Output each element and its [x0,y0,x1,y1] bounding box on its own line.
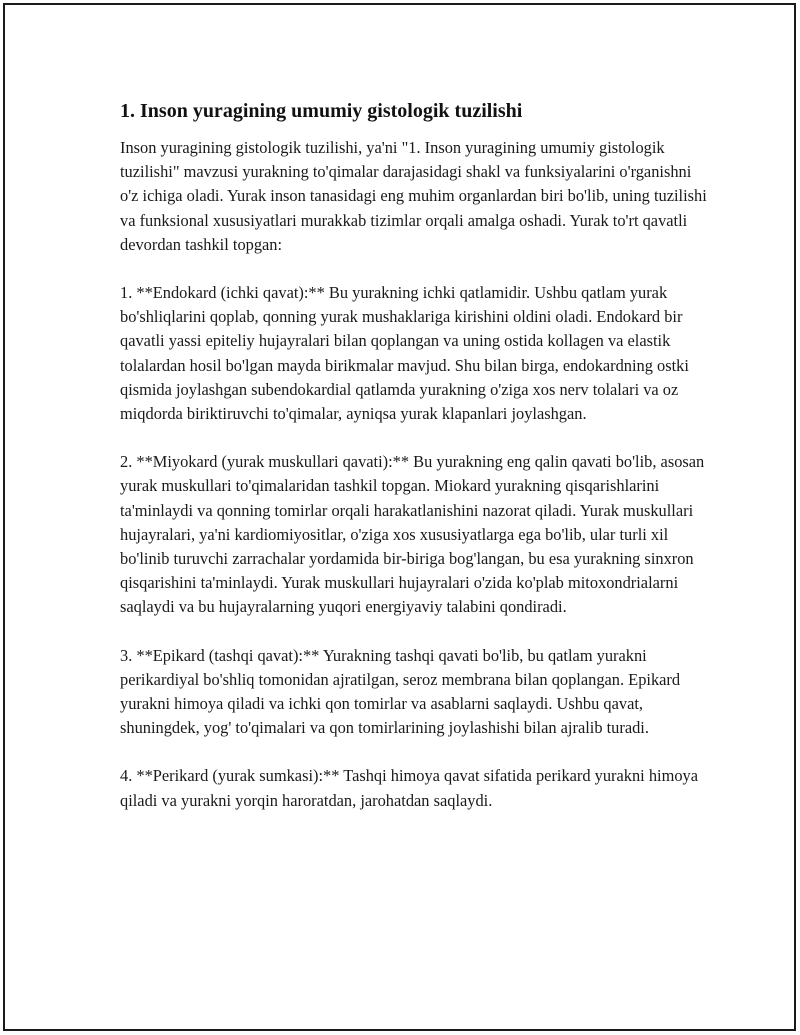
document-title: 1. Inson yuragining umumiy gistologik tuzilishi [120,100,523,122]
perikard-paragraph: 4. **Perikard (yurak sumkasi):** Tashqi himoya qavat sifatida perikard yurakni himoya qiladi va yurakni yorqin haroratdan, jarohatdan saqlaydi. [120,766,699,810]
intro-paragraph: Inson yuragining gistologik tuzilishi, ya'ni "1. Inson yuragining umumiy gistologik tuzilishi" mavzusi yurakning to'qimalar darajasidagi shakl va funksiyalarini o'rganishni o'z ichiga oladi. Yurak inson tanasidagi eng muhim organlardan biri bo'lib, uning tuzilishi va funksional xususiyatlari murakkab tizimlar orqali amalga oshadi. Yurak to'rt qavatli devordan tashkil topgan: [120,138,707,254]
document-body [120,99,710,837]
endokard-paragraph: 1. **Endokard (ichki qavat):** Bu yurakning ichki qatlamidir. Ushbu qatlam yurak bo'shliqlarini qoplab, qonning yurak mushaklariga kirishini oldini oladi. Endokard bir qavatli yassi epiteliy hujayralari bilan qoplangan va uning ostida kollagen va elastik tolalardan hosil bo'lgan mayda birikmalar mavjud. Shu bilan birga, endokardning ostki qismida joylashgan subendokardial qatlamda yurakning o'ziga xos nerv tolalari va oz miqdorda biriktiruvchi to'qimalar, ayniqsa yurak klapanlari joylashgan. [120,283,689,424]
page-frame [3,3,796,1031]
epikard-paragraph: 3. **Epikard (tashqi qavat):** Yurakning tashqi qavati bo'lib, bu qatlam yurakni perikardiyal bo'shliq tomonidan ajratilgan, seroz membrana bilan qoplangan. Epikard yurakni himoya qiladi va ichki qon tomirlar va asablarni saqlaydi. Ushbu qavat, shuningdek, yog' to'qimalari va qon tomirlarining joylashishi bilan ajralib turadi. [120,645,681,738]
miyokard-paragraph: 2. **Miyokard (yurak muskullari qavati):** Bu yurakning eng qalin qavati bo'lib, asosan yurak muskullari to'qimalaridan tashkil topgan. Miokard yurakning qisqarishlarini ta'minlaydi va qonning tomirlar orqali harakatlanishini nazorat qiladi. Yurak muskullari hujayralari, ya'ni kardiomiyositlar, o'ziga xos xususiyatlarga ega bo'lib, ular turli xil bo'linib turuvchi zarrachalar yordamida bir-biriga bog'langan, bu esa yurakning sinxron qisqarishini ta'minlaydi. Yurak muskullari hujayralari o'zida ko'plab mitoxondrialarni saqlaydi va bu hujayralarning yuqori energiyaviy talabini qondiradi. [120,452,705,617]
